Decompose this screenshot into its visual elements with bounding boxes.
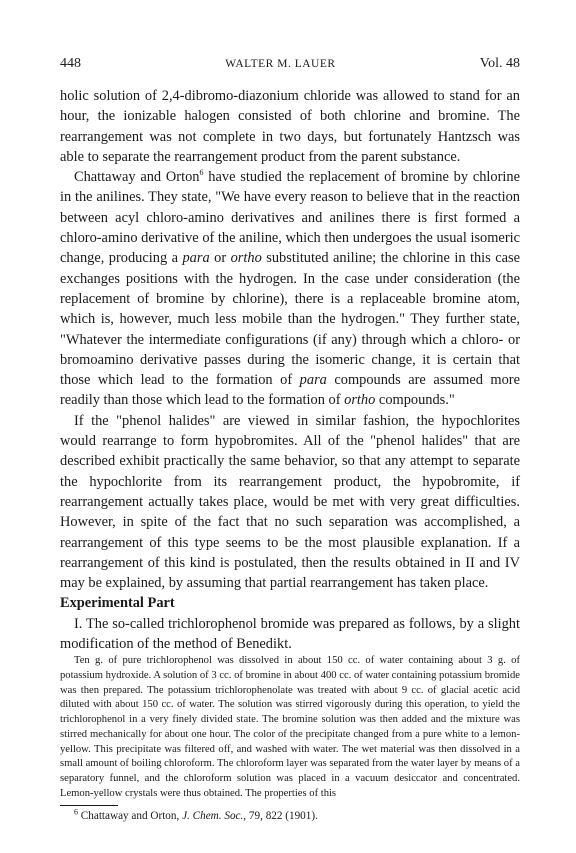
body-text	[60, 86, 520, 654]
journal-name: J. Chem. Soc.,	[182, 810, 247, 823]
text-run: have studied the replacement of bromine by chlorine in the anilines. They state, "We have every reason to believe that in the reaction between acyl chloro-amino derivatives and anilines there is first formed a chloro-amino derivative of the aniline, which then undergoes the usual isomeric change, producing a	[60, 169, 521, 267]
journal-page	[60, 56, 520, 823]
running-author: WALTER M. LAUER	[225, 58, 336, 70]
italic-term: para	[182, 250, 210, 267]
text-run: or	[209, 250, 231, 267]
footnote-divider	[60, 805, 118, 806]
paragraph-continuation: holic solution of 2,4-dibromo-diazonium chloride was allowed to stand for an hour, the ionizable halogen consisted of both chlorine and bromine. The rearrangement was not complete in two days, but fortunately Hantzsch was able to separate the rearrangement product from the parent substance.	[60, 88, 520, 165]
section-heading: Experimental Part	[60, 595, 175, 612]
text-run: Chattaway and Orton	[74, 169, 200, 186]
text-run: Chattaway and Orton,	[78, 810, 183, 823]
volume-label: Vol. 48	[479, 56, 520, 71]
footnote-mark: 6	[74, 807, 78, 817]
text-run: compounds are assumed more readily than those which lead to the formation of	[60, 372, 520, 409]
italic-term: para	[299, 372, 327, 389]
procedure-paragraph: Ten g. of pure trichlorophenol was dissolved in about 150 cc. of water containing about 3 g. of potassium hydroxide. A solution of 3 cc. of bromine in about 400 cc. of water containing potassium bromide was then prepared. The potassium trichlorophenolate was treated with about 9 cc. of glacial acetic acid diluted with about 150 cc. of water. The solution was stirred vigorously during this operation, to yield the trichlorophenol in a very finely divided state. The bromine solution was then added and the mixture was stirred mechanically for about one hour. The color of the precipitate changed from a pure white to a lemon-yellow. This precipitate was filtered off, and washed with water. The wet material was then dissolved in a small amount of boiling chloroform. The chloroform layer was separated from the water layer by means of a separatory funnel, and the chloroform solution was placed in a vacuum desiccator and concentrated. Lemon-yellow crystals were thus obtained. The properties of this	[60, 655, 520, 799]
text-run: 79, 822 (1901).	[246, 810, 318, 823]
footnote	[60, 809, 520, 823]
italic-term: ortho	[344, 392, 376, 409]
item-label: I.	[74, 615, 83, 632]
paragraph-experiment-one	[60, 614, 520, 655]
procedure-text	[60, 654, 520, 801]
paragraph-phenol-halides: If the "phenol halides" are viewed in similar fashion, the hypochlorites would rearrange to form hypobromites. All of the "phenol halides" that are described exhibit practically the same behavior, so that any attempt to separate the hypochlorite from its rearrangement product, the hypobromite, if rearrangement actually takes place, would be met with very great difficulties. However, in spite of the fact that no such separation was accomplished, a rearrangement of this type seems to be the most plausible explanation. If a rearrangement of this kind is postulated, then the results obtained in II and IV may be explained, by assuming that partial rearrangement has taken place.	[60, 412, 520, 592]
text-run: The so-called trichlorophenol bromide was prepared as follows, by a slight modification of the method of Benedikt.	[60, 615, 520, 653]
italic-term: ortho	[230, 250, 262, 267]
running-head	[60, 56, 520, 72]
paragraph-chattaway	[60, 167, 520, 411]
page-number: 448	[60, 56, 81, 71]
text-run: substituted aniline; the chlorine in this case exchanges positions with the hydrogen. In the case under consideration (the replacement of bromine by chlorine), there is a replaceable bromine atom, which is, however, much less mobile than the hydrogen." They further state, "Whatever the intermediate configurations (if any) through which a chloro- or bromoamino derivative passes during the isomeric change, it is certain that those which lead to the formation of	[60, 250, 520, 389]
text-run: compounds."	[375, 392, 455, 409]
footnote-ref: 6	[199, 168, 204, 178]
